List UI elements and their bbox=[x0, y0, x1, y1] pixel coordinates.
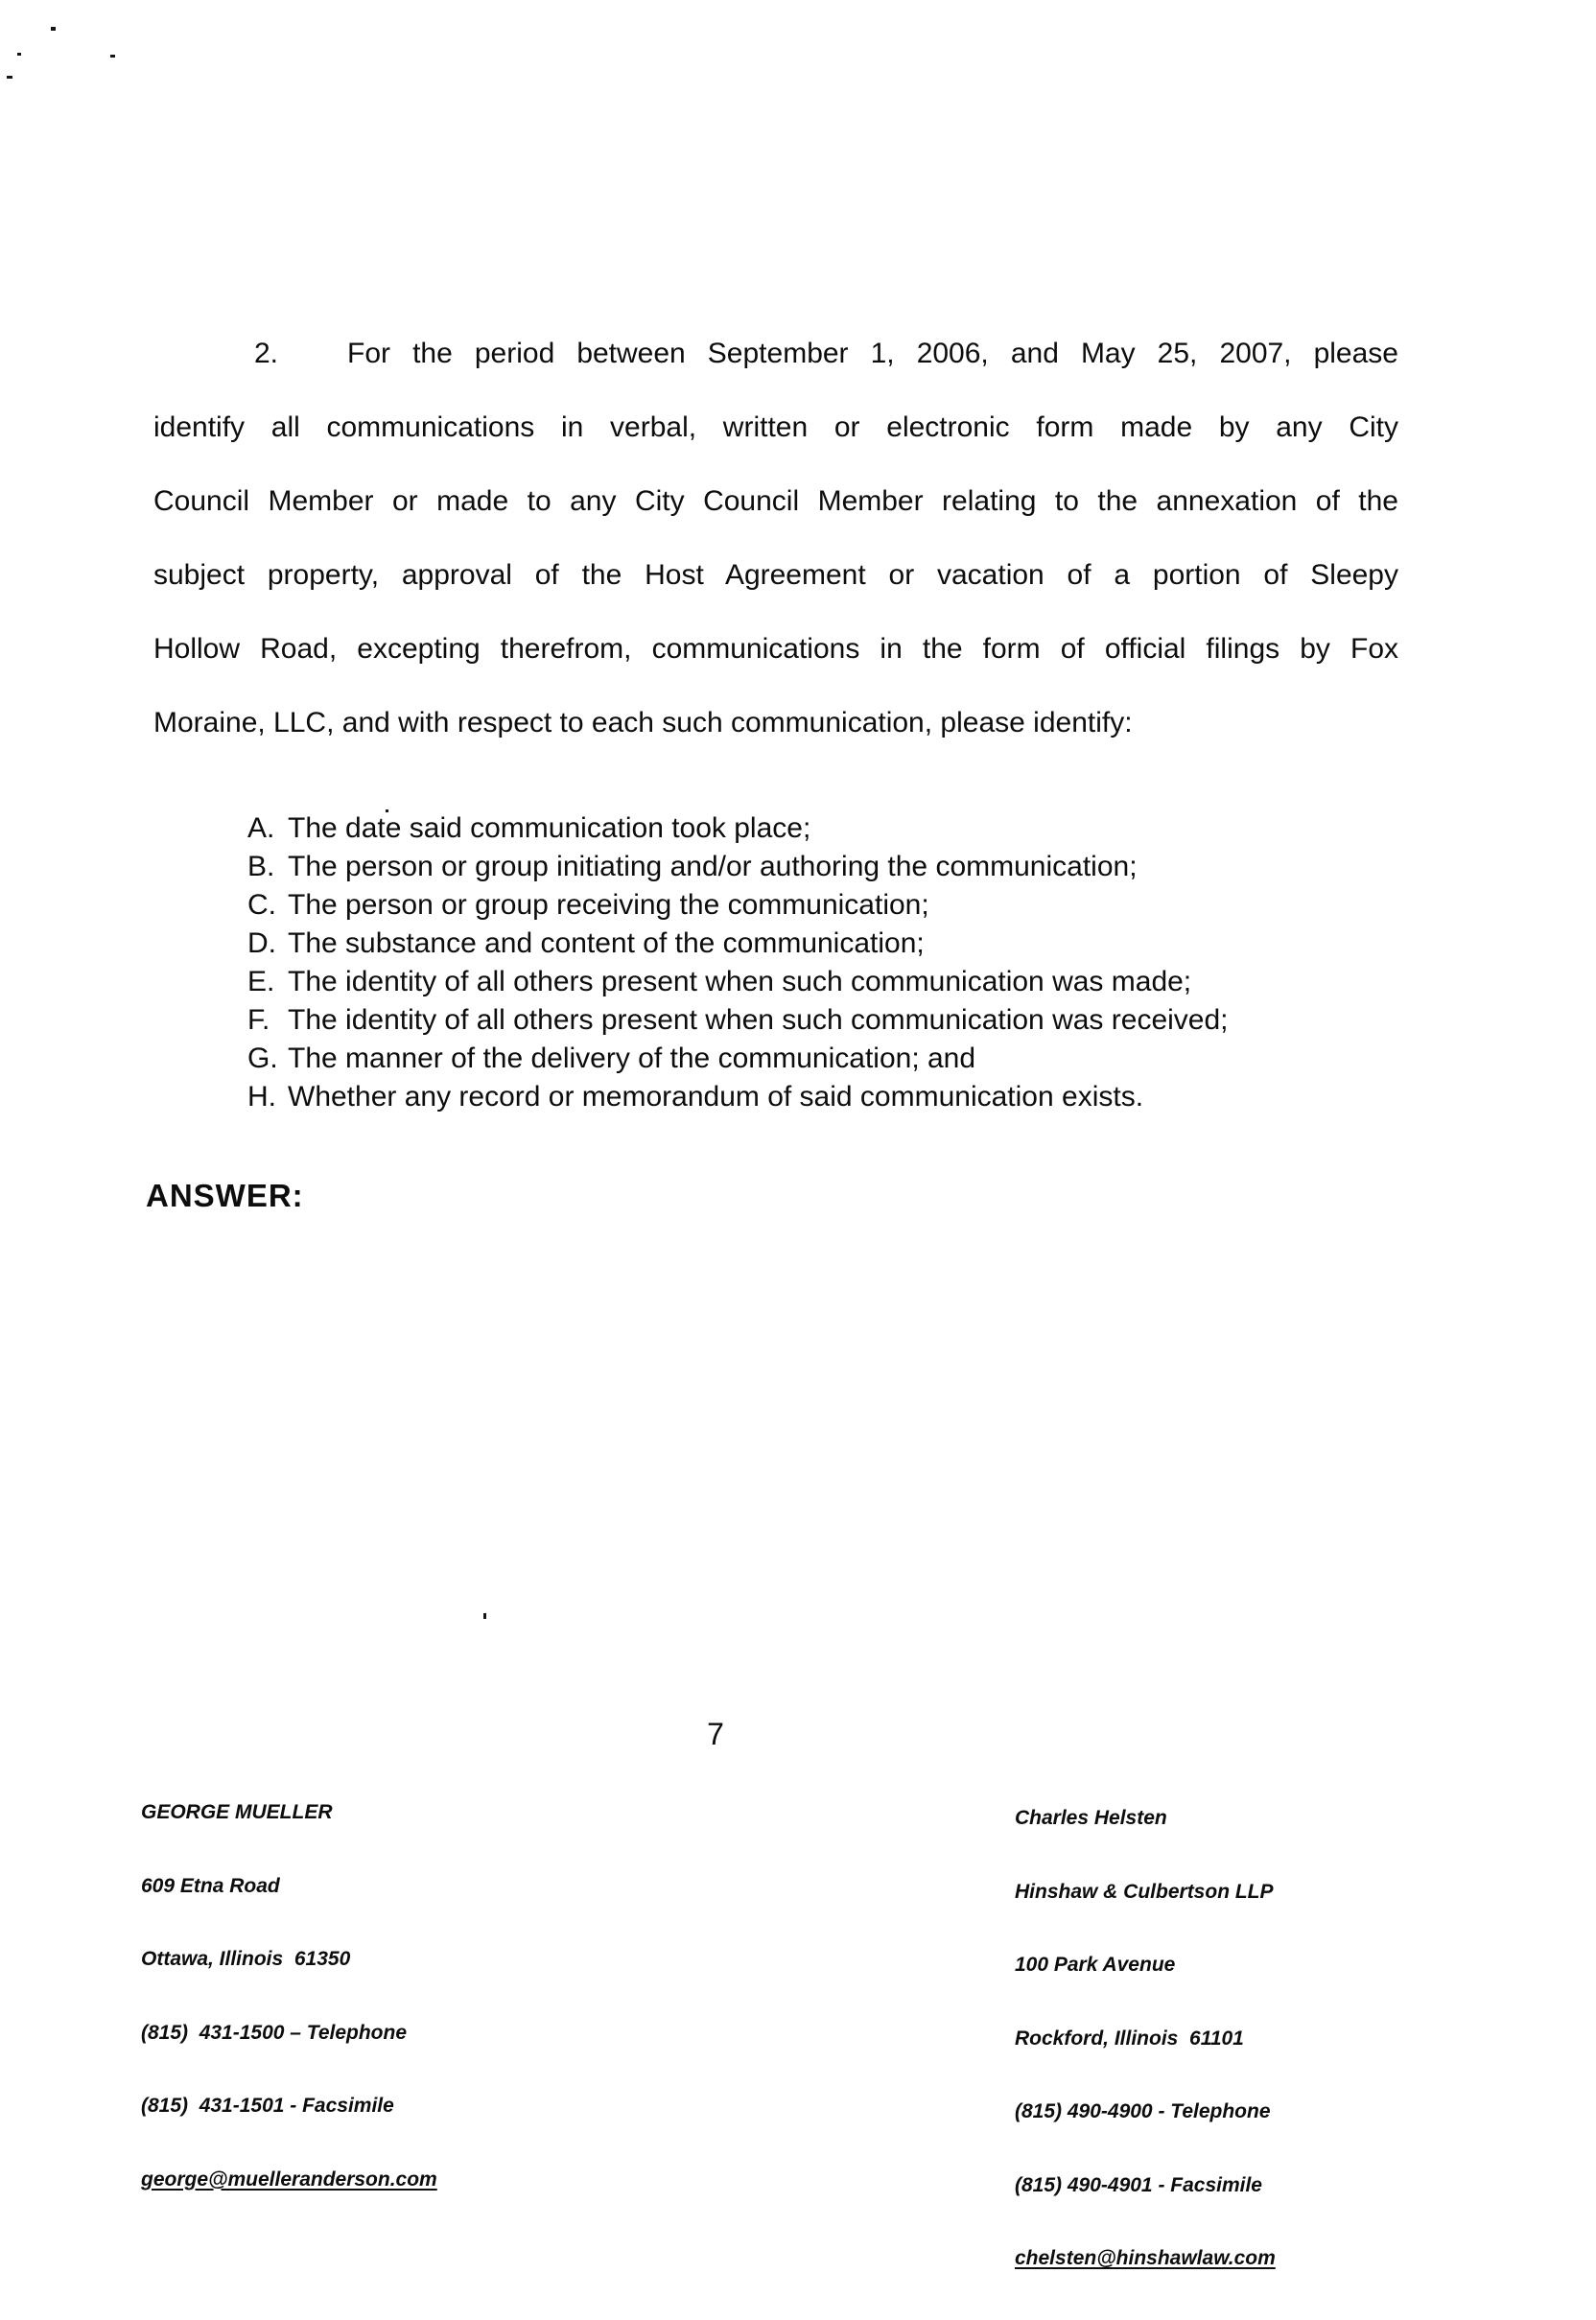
list-item-text: The identity of all others present when such communication was received; bbox=[288, 1004, 1229, 1036]
list-item bbox=[247, 1078, 1229, 1116]
paragraph-line: Moraine, LLC, and with respect to each such communication, please identify: bbox=[153, 707, 1133, 738]
list-item-text: The manner of the delivery of the communication; and bbox=[288, 1043, 976, 1074]
attorney-firm: Hinshaw & Culbertson LLP bbox=[1015, 1880, 1274, 1903]
attorney-fax: (815) 490-4901 - Facsimile bbox=[1015, 2173, 1262, 2196]
list-item bbox=[247, 848, 1229, 886]
list-item-marker: B. bbox=[247, 851, 275, 882]
scan-artifact bbox=[110, 55, 115, 58]
list-item-marker: A. bbox=[247, 812, 275, 844]
paragraph-line: identify all communications in verbal, written or electronic form made by any City bbox=[153, 411, 1398, 443]
attorney-email: george@muelleranderson.com bbox=[141, 2168, 437, 2191]
attorney-fax: (815) 431-1501 - Facsimile bbox=[141, 2095, 394, 2117]
attorney-name: GEORGE MUELLER bbox=[141, 1801, 333, 1823]
identify-sublist bbox=[247, 809, 1229, 1116]
list-item-marker: C. bbox=[247, 889, 276, 921]
list-item-marker: F. bbox=[247, 1004, 270, 1036]
list-item-marker: G. bbox=[247, 1043, 278, 1074]
attorney-name: Charles Helsten bbox=[1015, 1807, 1167, 1829]
list-item bbox=[247, 925, 1229, 963]
list-item-marker: H. bbox=[247, 1081, 276, 1113]
list-item-text: The substance and content of the communication; bbox=[288, 927, 925, 959]
attorney-phone: (815) 490-4900 - Telephone bbox=[1015, 2100, 1271, 2122]
answer-heading: ANSWER: bbox=[146, 1178, 304, 1213]
list-item-text: Whether any record or memorandum of said communication exists. bbox=[288, 1081, 1144, 1113]
attorney-block-right bbox=[1015, 1757, 1276, 2320]
paragraph-line: subject property, approval of the Host Agreement or vacation of a portion of Sleepy bbox=[153, 559, 1398, 591]
attorney-email: chelsten@hinshawlaw.com bbox=[1015, 2247, 1276, 2269]
list-item bbox=[247, 886, 1229, 925]
list-item-text: The identity of all others present when such communication was made; bbox=[288, 966, 1192, 997]
paragraph-number: 2. bbox=[254, 338, 279, 369]
attorney-address-line: Ottawa, Illinois 61350 bbox=[141, 1948, 351, 1970]
attorney-address-line: Rockford, Illinois 61101 bbox=[1015, 2027, 1244, 2050]
paragraph-line-text: For the period between September 1, 2006, and May 25, 2007, please bbox=[347, 338, 1398, 369]
scan-artifact bbox=[17, 53, 21, 56]
attorney-address-line: 100 Park Avenue bbox=[1015, 1954, 1176, 1976]
list-item-text: The date said communication took place; bbox=[288, 812, 811, 844]
scan-artifact bbox=[7, 76, 12, 79]
paragraph-line: Council Member or made to any City Council Member relating to the annexation of the bbox=[153, 485, 1398, 517]
list-item-marker: D. bbox=[247, 927, 276, 959]
list-item-marker: E. bbox=[247, 966, 275, 997]
list-item bbox=[247, 809, 1229, 848]
list-item-text: The person or group receiving the communication; bbox=[288, 889, 929, 921]
scan-artifact bbox=[483, 1613, 486, 1619]
scan-artifact bbox=[51, 27, 56, 31]
list-item bbox=[247, 1001, 1229, 1040]
page-number: 7 bbox=[707, 1717, 724, 1751]
attorney-block-left bbox=[141, 1751, 437, 2240]
interrogatory-paragraph bbox=[153, 316, 1398, 760]
paragraph-line: Hollow Road, excepting therefrom, communications in the form of official filings by Fox bbox=[153, 633, 1398, 665]
attorney-phone: (815) 431-1500 – Telephone bbox=[141, 2021, 408, 2044]
attorney-address-line: 609 Etna Road bbox=[141, 1874, 280, 1897]
paragraph-line bbox=[153, 316, 1398, 390]
list-item bbox=[247, 963, 1229, 1001]
list-item bbox=[247, 1040, 1229, 1078]
list-item-text: The person or group initiating and/or authoring the communication; bbox=[288, 851, 1138, 882]
